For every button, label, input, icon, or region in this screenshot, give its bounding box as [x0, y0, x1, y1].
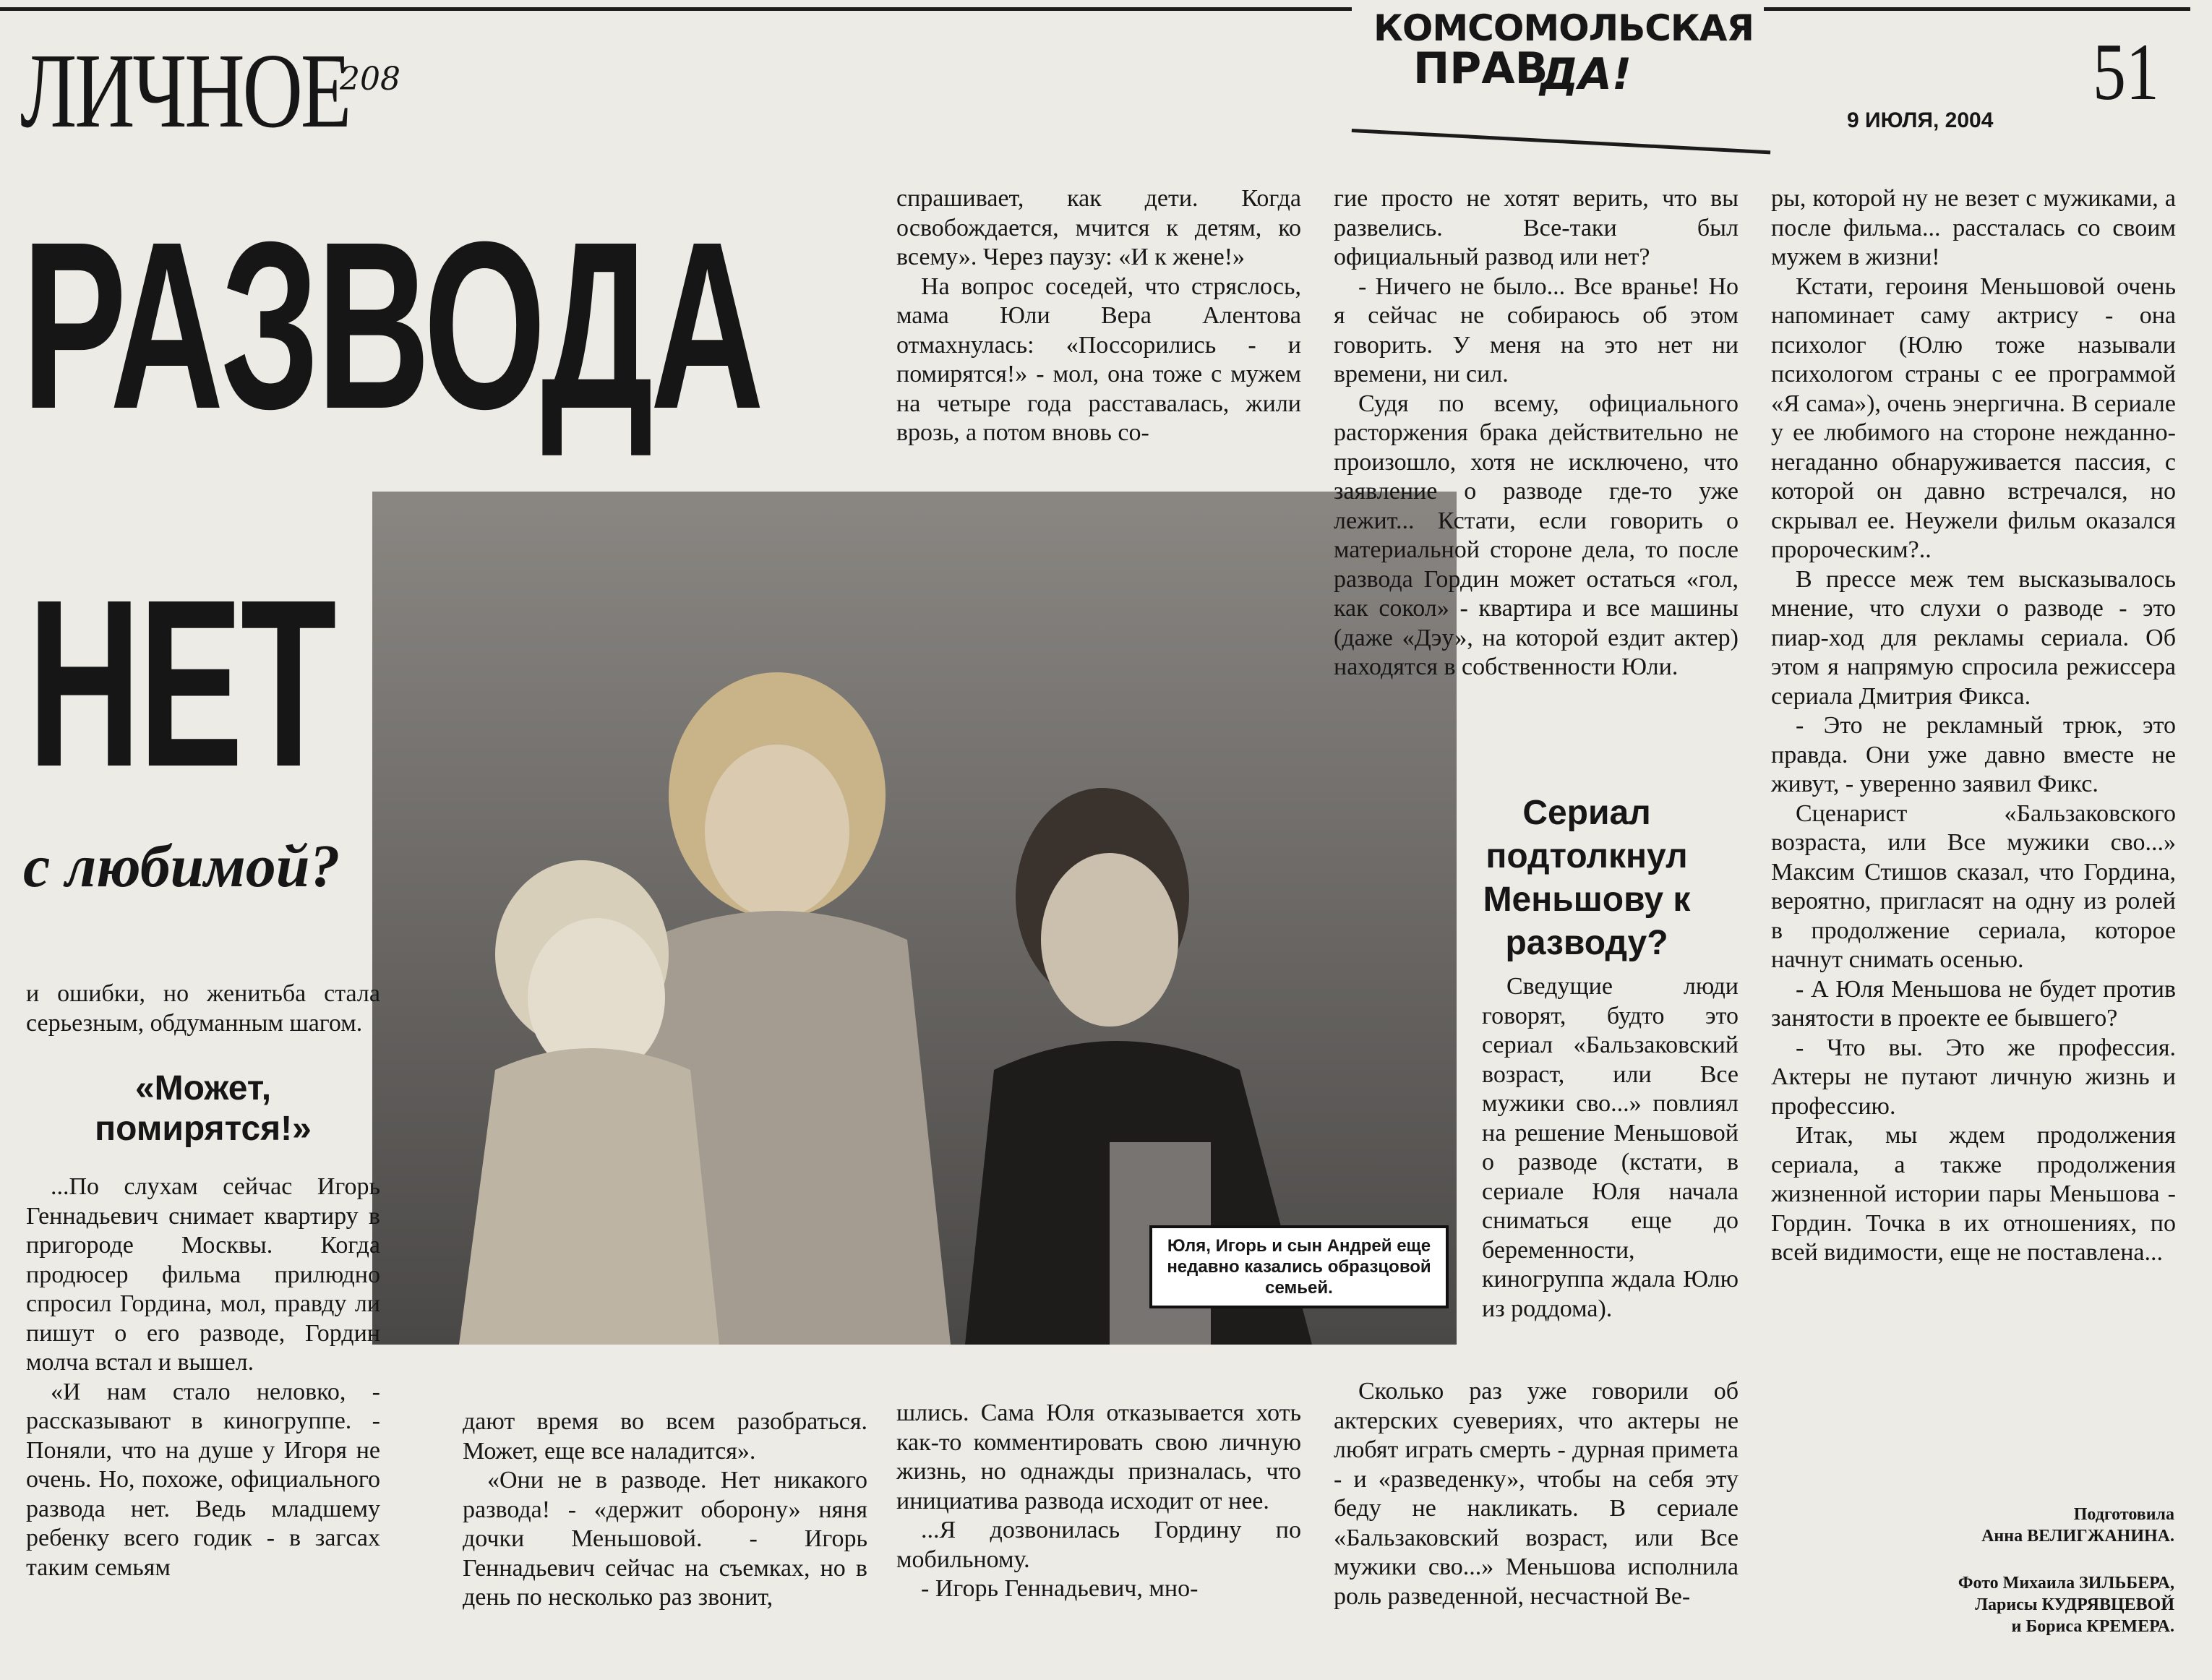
- photo-illustration: [372, 492, 1457, 1345]
- family-photo: [372, 492, 1457, 1345]
- column-3-paragraph: спрашивает, как дети. Когда освобождается, мчится к детям, ко всему». Через паузу: «И к жене!»: [896, 185, 1301, 270]
- newspaper-name-line2: ПРАВ: [1413, 43, 1548, 94]
- headline-line1: РАЗВОДА: [22, 192, 761, 458]
- headline-line3: с любимой?: [23, 833, 340, 900]
- column-4-paragraph: гие просто не хотят верить, что вы развелись. Все-таки был официальный развод или нет?: [1334, 185, 1739, 270]
- author-label: Подготовила: [2073, 1505, 2174, 1524]
- column-5-paragraph: Сценарист «Бальзаковского возраста, или Все мужики сво...» Максим Стишов сказал, что Гордина, вероятно, пригласят на одну из ролей в продолжение сериала, которое начнут снимать осенью.: [1771, 800, 2176, 973]
- header-rule-left: [0, 7, 1352, 11]
- column-1-intro-text: и ошибки, но женитьба стала серьезным, обдуманным шагом.: [26, 980, 380, 1037]
- column-4-top: [1334, 184, 1739, 682]
- column-4-paragraph: Сколько раз уже говорили об актерских суевериях, что актеры не любят играть смерть - дурная примета - и «разведенку», чтобы на себя эту беду не накликать. В сериале «Бальзаковский возраст, или Все мужики сво...» Меньшова исполнила роль разведенной, несчастной Ве-: [1334, 1378, 1739, 1610]
- column-3-paragraph: На вопрос соседей, что стряслось, мама Юли Вера Алентова отмахнулась: «Поссорились - и помирятся!» - мол, она тоже с мужем на четыре года расставалась, жили врозь, а потом вновь со-: [896, 273, 1301, 446]
- issue-date: 9 ИЮЛЯ, 2004: [1847, 108, 1994, 132]
- column-5-paragraph: Итак, мы ждем продолжения сериала, а также продолжения жизненной истории пары Меньшова - Гордин. Точка в их отношениях, по всей видимости, еще не поставлена...: [1771, 1122, 2176, 1266]
- newspaper-name-line1: КОМСОМОЛЬСКАЯ: [1373, 7, 1754, 49]
- column-2-paragraph: «Они не в разводе. Нет никакого развода! - «держит оборону» няня дочки Меньшовой. - Игорь Геннадьевич сейчас на съемках, но в день по несколько раз звонит,: [463, 1467, 867, 1611]
- page-number: 51: [2093, 27, 2159, 117]
- column-5-paragraph: - А Юля Меньшова не будет против занятости в проекте ее бывшего?: [1771, 975, 2176, 1032]
- column-3-paragraph: ...Я дозвонилась Гордину по мобильному.: [896, 1517, 1301, 1573]
- column-4-lower: [1334, 1377, 1739, 1611]
- author-name: Анна ВЕЛИГЖАНИНА.: [1981, 1527, 2174, 1546]
- column-4-paragraph: Сведущие люди говорят, будто это сериал «Бальзаковский возраст, или Все мужики сво...» повлиял на решение Меньшовой о разводе (кстати, в сериале Юля начала сниматься еще до беременности, киногруппа ждала Юлю из роддома).: [1482, 973, 1739, 1322]
- photo-caption: Юля, Игорь и сын Андрей еще недавно казались образцовой семьей.: [1149, 1225, 1449, 1308]
- subhead-may-reconcile: «Может, помирятся!»: [95, 1069, 312, 1148]
- newspaper-name-line2-italic: ДА!: [1540, 49, 1632, 100]
- column-1-intro: [26, 980, 380, 1038]
- column-5-paragraph: В прессе меж тем высказывалось мнение, что слухи о разводе - это пиар-ход для рекламы сериала. Об этом я напрямую спросила режиссера сериала Дмитрия Фикса.: [1771, 565, 2176, 710]
- photo-credit-line: и Бориса КРЕМЕРА.: [2011, 1617, 2174, 1636]
- section-rubric: ЛИЧНОЕ: [20, 32, 350, 150]
- column-2-body: [463, 1407, 867, 1613]
- column-1-paragraph: ...По слухам сейчас Игорь Геннадьевич снимает квартиру в пригороде Москвы. Когда продюсер фильма прилюдно спросил Гордина, мол, правду ли пишут о его разводе, Гордин молча встал и вышел.: [26, 1173, 380, 1376]
- photo-credit: [1958, 1572, 2174, 1637]
- column-5-body: [1771, 184, 2176, 1268]
- photo-credit-line: Фото Михаила ЗИЛЬБЕРА,: [1958, 1574, 2174, 1593]
- column-5-paragraph: - Это не рекламный трюк, это правда. Они уже давно вместе не живут, - уверенно заявил Фикс.: [1771, 712, 2176, 797]
- author-credit: [1981, 1504, 2174, 1547]
- column-5-paragraph: - Что вы. Это же профессия. Актеры не путают личную жизнь и профессию.: [1771, 1034, 2176, 1120]
- column-1-paragraph: «И нам стало неловко, - рассказывают в киногруппе. - Поняли, что на душе у Игоря не очень. Но, похоже, официального развода нет. Ведь младшему ребенку всего годик - в загсах таким семьям: [26, 1378, 380, 1581]
- photo-credit-line: Ларисы КУДРЯВЦЕВОЙ: [1975, 1595, 2174, 1614]
- column-2-paragraph: дают время во всем разобраться. Может, еще все наладится».: [463, 1408, 867, 1465]
- masthead-underline: [1352, 129, 1770, 154]
- column-4-bottom: [1482, 972, 1739, 1324]
- subhead-series-pushed: Сериал подтолкнул Меньшову к разводу?: [1483, 794, 1691, 962]
- column-4-paragraph: - Ничего не было... Все вранье! Но я сейчас не собираюсь об этом говорить. У меня на это нет ни времени, ни сил.: [1334, 273, 1739, 387]
- column-1-body: [26, 1173, 380, 1582]
- column-3-paragraph: шлись. Сама Юля отказывается хоть как-то комментировать свою личную жизнь, но однажды призналась, что инициатива развода исходит от нее.: [896, 1400, 1301, 1514]
- column-3-top: [896, 184, 1301, 448]
- headline-line2: НЕТ: [27, 549, 334, 816]
- column-4-paragraph: Судя по всему, официального расторжения брака действительно не произошло, хотя не исключено, что заявление о разводе где-то уже лежит... Кстати, если говорить о материальной стороне дела, то после развода Гордин может остаться «гол, как сокол» - квартира и все машины (даже «Дэу», на которой ездит актер) находятся в собственности Юли.: [1334, 390, 1739, 680]
- handwritten-page-note: 208: [340, 61, 400, 98]
- column-5-paragraph: ры, которой ну не везет с мужиками, а после фильма... рассталась со своим мужем в жизни!: [1771, 185, 2176, 270]
- column-3-bottom: [896, 1399, 1301, 1604]
- column-5-paragraph: Кстати, героиня Меньшовой очень напоминает саму актрису - она психолог (Юлю тоже называли психологом страны с ее программой «Я сама»), очень энергична. В сериале у ее любимого на стороне нежданно-негаданно обнаруживается пассия, с которой он давно встречался, но скрывал ее. Неужели фильм оказался пророческим?..: [1771, 273, 2176, 563]
- header-rule-right: [1764, 7, 2190, 11]
- column-3-paragraph: - Игорь Геннадьевич, мно-: [921, 1575, 1199, 1602]
